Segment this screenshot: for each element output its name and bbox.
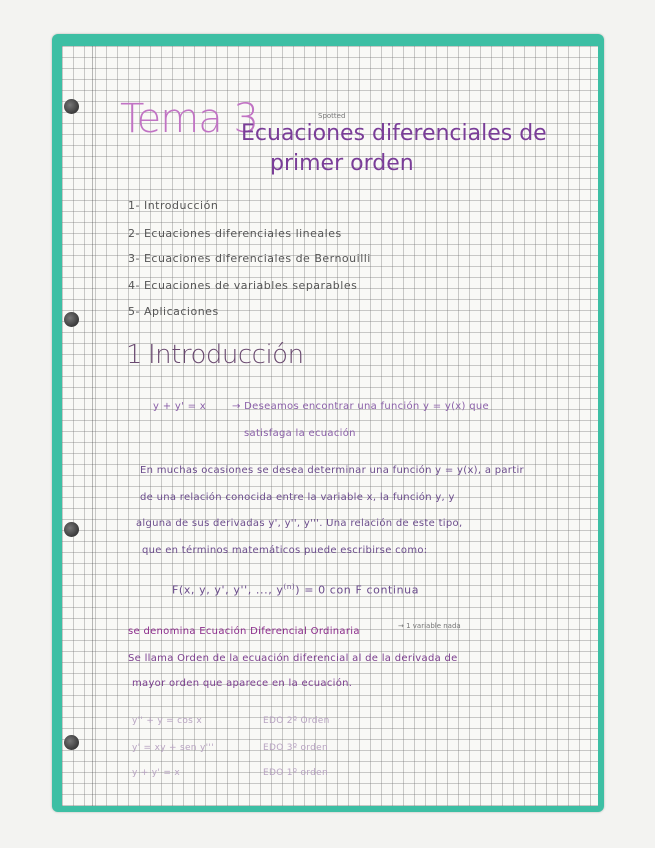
ode-example-label: EDO 2º Orden [263,716,330,726]
ode-example-equation: y' = xy + sen y''' [132,743,214,753]
section-number: 1 [126,340,143,370]
ode-example-label: EDO 1º orden [263,768,328,778]
ode-formula [172,583,419,597]
example-text-line-2: satisfaga la ecuación [244,428,356,439]
paragraph-line: alguna de sus derivadas y', y'', y'''. Una relación de este tipo, [136,518,463,529]
ode-example-equation: y + y' = x [132,768,180,778]
binder-hole [64,522,79,537]
binder-hole [64,312,79,327]
index-item: 5- Aplicaciones [128,305,219,318]
title-line-1: Ecuaciones diferenciales de [241,121,547,146]
page-title: Tema 3 [120,96,258,142]
paragraph-line: de una relación conocida entre la variable x, la función y, y [140,492,455,503]
binder-hole [64,735,79,750]
paragraph-line: que en términos matemáticos puede escribirse como: [142,545,428,556]
index-item: 1- Introducción [128,199,219,212]
index-item: 4- Ecuaciones de variables separables [128,279,358,292]
definition-line: Se llama Orden de la ecuación diferencial al de la derivada de [128,653,458,664]
binder-hole [64,99,79,114]
definition-note: → 1 variable nada [398,622,461,630]
paragraph-line: En muchas ocasiones se desea determinar una función y = y(x), a partir [140,465,524,476]
definition-line: se denomina Ecuación Diferencial Ordinaria [128,626,360,637]
example-text-line-1: → Deseamos encontrar una función y = y(x) que [232,401,489,412]
formula-right: ) = 0 con F continua [295,583,420,597]
section-title: Introducción [148,340,304,370]
margin-line [92,46,93,806]
formula-left: F(x, y, y', y'', ..., y [172,583,284,597]
definition-line: mayor orden que aparece en la ecuación. [132,678,353,689]
title-annotation: Spotted [318,112,346,120]
ode-example-label: EDO 3º orden [263,743,328,753]
ode-example-equation: y'' + y = cos x [132,716,202,726]
index-item: 2- Ecuaciones diferenciales lineales [128,227,342,240]
formula-superscript: (n) [283,583,296,591]
example-equation: y + y' = x [153,401,206,412]
index-item: 3- Ecuaciones diferenciales de Bernouilli [128,252,371,265]
title-line-2: primer orden [270,151,414,176]
